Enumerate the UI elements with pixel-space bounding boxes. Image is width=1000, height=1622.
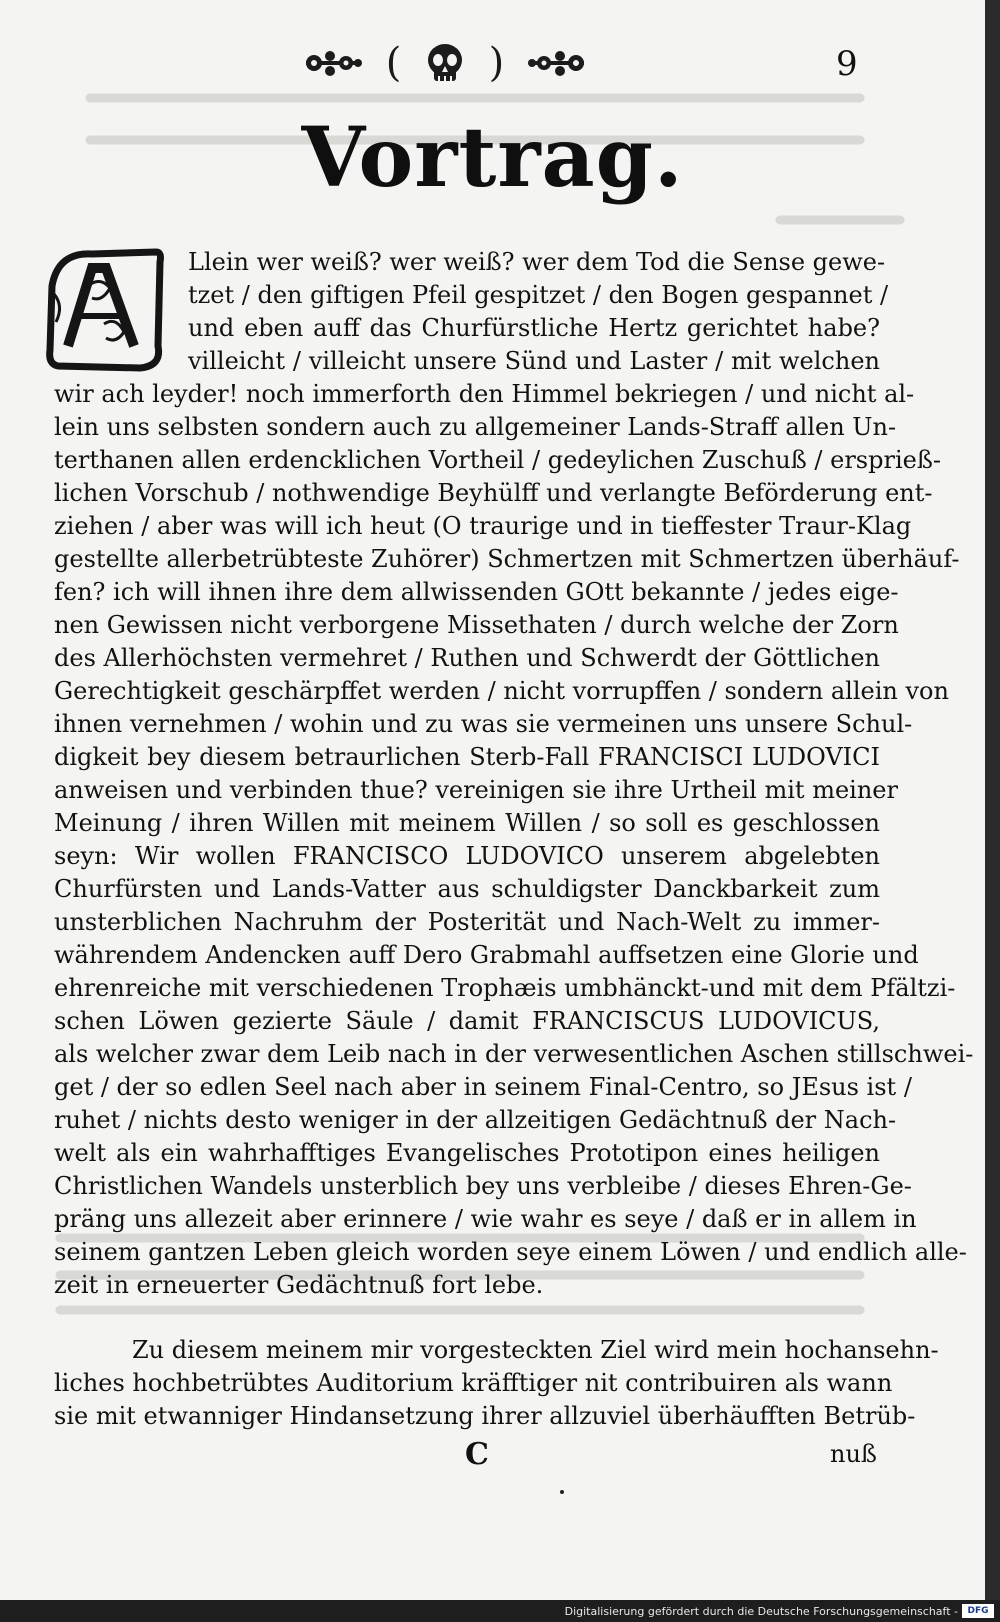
text-line: Churfürsten und Lands-Vatter aus schuldigster Danckbarkeit zum — [54, 875, 880, 903]
text-line: villeicht / villeicht unsere Sünd und Laster / mit welchen — [188, 347, 880, 375]
floral-ornament-icon — [300, 46, 364, 80]
text-line: ehrenreiche mit verschiedenen Trophæis umbhänckt-und mit dem Pfältzi- — [54, 974, 956, 1002]
text-line: seinem gantzen Leben gleich worden seye einem Löwen / und endlich alle- — [54, 1238, 967, 1266]
text-line: seyn: Wir wollen FRANCISCO LUDOVICO unserem abgelebten — [54, 842, 880, 870]
text-line: Meinung / ihren Willen mit meinem Willen / so soll es geschlossen — [54, 809, 880, 837]
text-line: fen? ich will ihnen ihre dem allwissenden GOtt bekannte / jedes eige- — [54, 578, 899, 606]
text-line: wir ach leyder! noch immerforth den Himmel bekriegen / und nicht al- — [54, 380, 915, 408]
text-line: get / der so edlen Seel nach aber in seinem Final-Centro, so JEsus ist / — [54, 1073, 912, 1101]
text-line: digkeit bey diesem betraurlichen Sterb-Fall FRANCISCI LUDOVICI — [54, 743, 880, 771]
page-title: Vortrag. — [301, 110, 684, 206]
text-line: währendem Andencken auff Dero Grabmahl auffsetzen eine Glorie und — [54, 941, 919, 969]
text-line: anweisen und verbinden thue? vereinigen sie ihre Urtheil mit meiner — [54, 776, 898, 804]
ink-speck — [560, 1490, 564, 1494]
text-line: ihnen vernehmen / wohin und zu was sie vermeinen uns unsere Schul- — [54, 710, 913, 738]
text-line: terthanen allen erdencklichen Vortheil / gedeylichen Zuschuß / ersprieß- — [54, 446, 941, 474]
text-line: schen Löwen gezierte Säule / damit FRANCISCUS LUDOVICUS, — [54, 1007, 880, 1035]
text-line: Zu diesem meinem mir vorgesteckten Ziel wird mein hochansehn- — [132, 1336, 939, 1364]
floral-ornament-icon — [526, 46, 590, 80]
text-line: Christlichen Wandels unsterblich bey uns verbleibe / dieses Ehren-Ge- — [54, 1172, 912, 1200]
page-number: 9 — [836, 44, 858, 84]
text-line: welt als ein wahrhafftiges Evangelisches Prototipon eines heiligen — [54, 1139, 880, 1167]
body-text — [54, 246, 974, 1433]
text-line: tzet / den giftigen Pfeil gespitzet / den Bogen gespannet / — [188, 281, 889, 309]
text-line: sie mit etwanniger Hindansetzung ihrer allzuviel überhäufften Betrüb- — [54, 1402, 916, 1430]
text-line: ziehen / aber was will ich heut (O traurige und in tieffester Traur-Klag — [54, 512, 912, 540]
footer-credit: Digitalisierung gefördert durch die Deutsche Forschungsgemeinschaft - — [564, 1605, 958, 1618]
text-line: Gerechtigkeit geschärpffet werden / nicht vorrupffen / sondern allein von — [54, 677, 949, 705]
text-line: ruhet / nichts desto weniger in der allzeitigen Gedächtnuß der Nach- — [54, 1106, 897, 1134]
skull-icon — [423, 41, 467, 85]
close-parenthesis: ) — [488, 40, 505, 86]
paragraph-gap — [54, 1302, 880, 1334]
text-line: liches hochbetrübtes Auditorium kräfftiger nit contribuiren als wann — [54, 1369, 893, 1397]
text-line: zeit in erneuerter Gedächtnuß fort lebe. — [54, 1271, 544, 1299]
text-line: nen Gewissen nicht verborgene Missethaten / durch welche der Zorn — [54, 611, 899, 639]
text-line: gestellte allerbetrübteste Zuhörer) Schmertzen mit Schmertzen überhäuf- — [54, 545, 960, 573]
text-line: und eben auff das Churfürstliche Hertz gerichtet habe? — [188, 314, 880, 342]
open-parenthesis: ( — [385, 40, 402, 86]
text-line: lichen Vorschub / nothwendige Beyhülff und verlangte Beförderung ent- — [54, 479, 933, 507]
text-line: unsterblichen Nachruhm der Posterität und Nach-Welt zu immer- — [54, 908, 880, 936]
text-line: präng uns allezeit aber erinnere / wie wahr es seye / daß er in allem in — [54, 1205, 917, 1233]
catchword: nuß — [830, 1440, 877, 1468]
text-line: Llein wer weiß? wer weiß? wer dem Tod die Sense gewe- — [188, 248, 886, 276]
text-line: des Allerhöchsten vermehret / Ruthen und Schwerdt der Göttlichen — [54, 644, 880, 672]
dfg-logo: DFG — [962, 1604, 994, 1618]
text-line: lein uns selbsten sondern auch zu allgemeiner Lands-Straff allen Un- — [54, 413, 897, 441]
text-line: als welcher zwar dem Leib nach in der verwesentlichen Aschen stillschwei- — [54, 1040, 974, 1068]
page-header-ornament — [300, 38, 590, 88]
signature-mark: C — [465, 1437, 489, 1472]
